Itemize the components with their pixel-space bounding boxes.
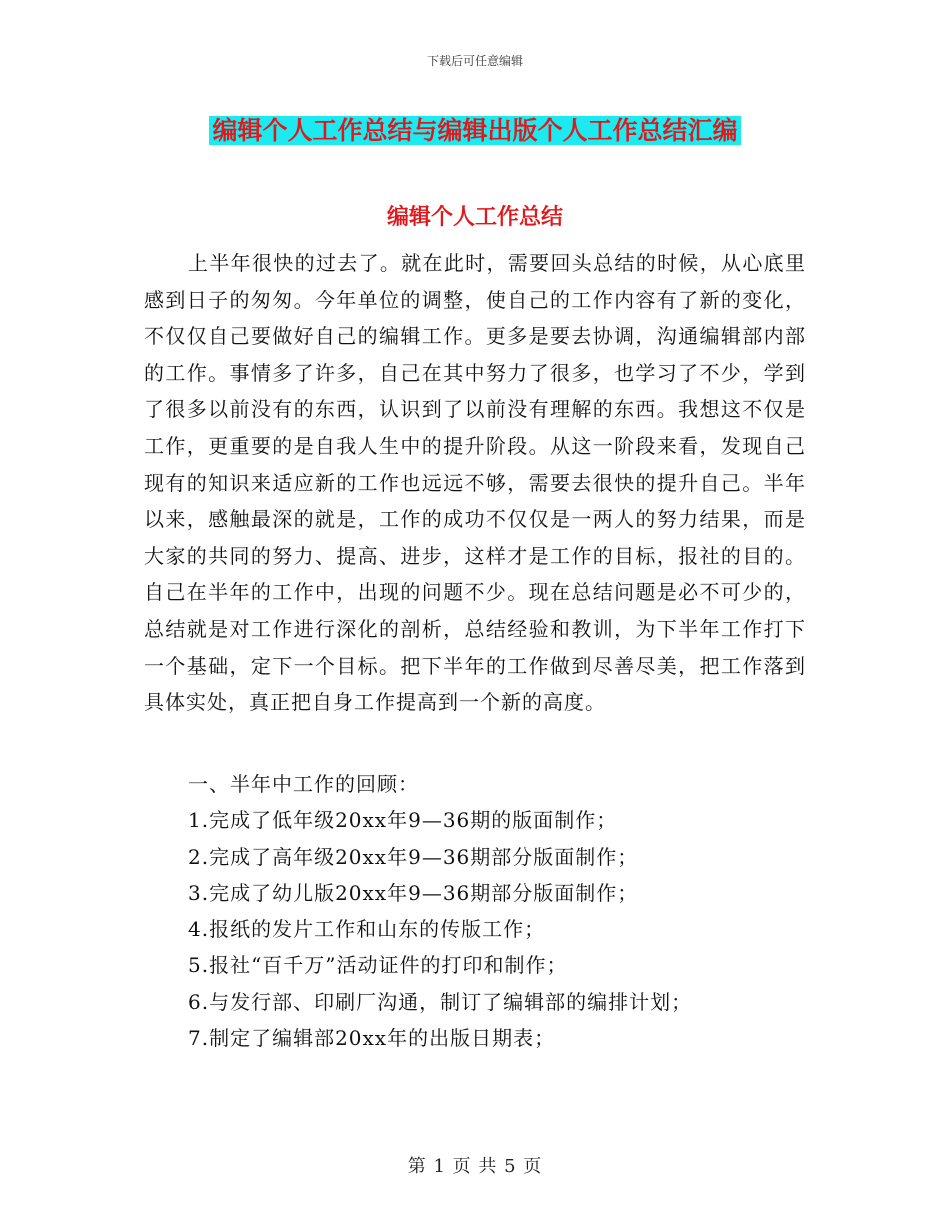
list-item: 2.完成了高年级20xx年9—36期部分版面制作； — [188, 844, 639, 869]
list-item: 6.与发行部、印刷厂沟通，制订了编辑部的编排计划； — [188, 989, 693, 1014]
body-paragraph: 上半年很快的过去了。就在此时，需要回头总结的时候，从心底里感到日子的匆匆。今年单位的调整，使自己的工作内容有了新的变化，不仅仅自己要做好自己的编辑工作。更多是要去协调，沟通编辑部内部的工作。事情多了许多，自己在其中努力了很多，也学习了不少，学到了很多以前没有的东西，认识到了以前没有理解的东西。我想这不仅是工作，更重要的是自我人生中的提升阶段。从这一阶段来看，发现自己现有的知识来适应新的工作也远远不够，需要去很快的提升自己。半年以来，感触最深的就是，工作的成功不仅仅是一两人的努力结果，而是大家的共同的努力、提高、进步，这样才是工作的目标，报社的目的。自己在半年的工作中，出现的问题不少。现在总结问题是必不可少的，总结就是对工作进行深化的剖析，总结经验和教训，为下半年工作打下一个基础，定下一个目标。把下半年的工作做到尽善尽美，把工作落到具体实处，真正把自身工作提高到一个新的高度。 — [144, 251, 806, 715]
list-item: 1.完成了低年级20xx年9—36期的版面制作； — [188, 808, 618, 833]
header-note: 下载后可任意编辑 — [426, 54, 523, 68]
document-title-text: 编辑个人工作总结与编辑出版个人工作总结汇编 — [209, 116, 740, 145]
document-title — [0, 112, 950, 150]
list-item: 5.报社“百千万”活动证件的打印和制作； — [188, 953, 568, 978]
page-footer: 第 1 页 共 5 页 — [407, 1156, 543, 1177]
list-item: 7.制定了编辑部20xx年的出版日期表； — [188, 1026, 556, 1051]
work-review-list — [188, 766, 828, 1056]
list-heading: 一、半年中工作的回顾： — [188, 772, 419, 796]
list-item: 3.完成了幼儿版20xx年9—36期部分版面制作； — [188, 880, 639, 905]
section-title: 编辑个人工作总结 — [386, 205, 563, 230]
list-item: 4.报纸的发片工作和山东的传版工作； — [188, 917, 546, 942]
